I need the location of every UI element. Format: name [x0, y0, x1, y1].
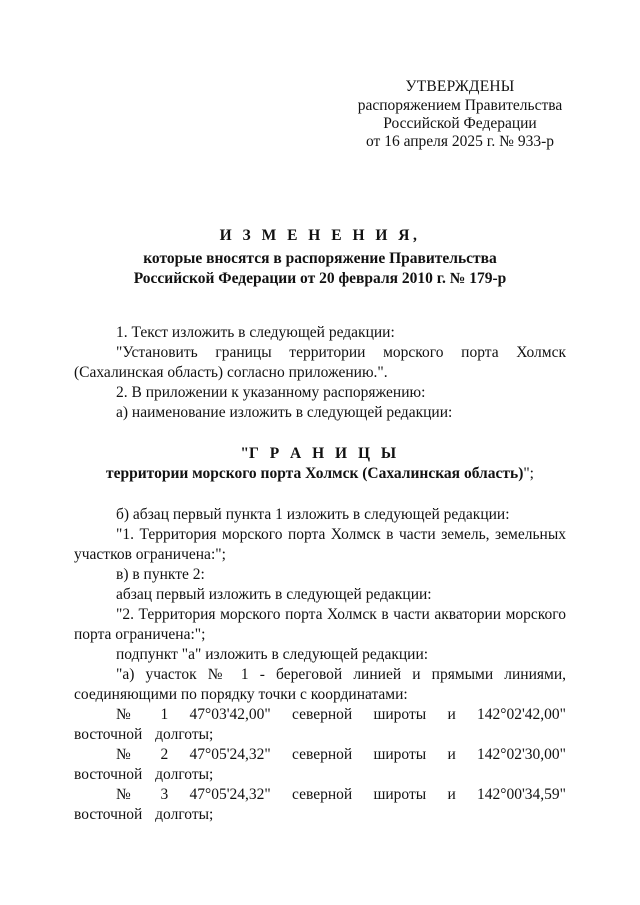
coordinate-point-3: № 3 47°05'24,32" северной широты и 142°00'34,59" восточной долготы;	[74, 786, 566, 823]
heading-title: И З М Е Н Е Н И Я,	[219, 227, 421, 244]
coordinate-point-1: № 1 47°03'42,00" северной широты и 142°02'42,00" восточной долготы;	[74, 706, 566, 743]
borders-title-tail: ";	[523, 465, 534, 482]
paragraph-4: а) наименование изложить в следующей редакции:	[116, 404, 453, 421]
paragraph-9: "2. Территория морского порта Холмск в части акватории морского порта ограничена:";	[74, 606, 566, 643]
borders-title-word: Г Р А Н И Ц Ы	[248, 445, 400, 462]
paragraph-7: в) в пункте 2:	[116, 566, 205, 583]
approval-stamp: УТВЕРЖДЕНЫ	[405, 78, 515, 95]
paragraph-10: подпункт "а" изложить в следующей редакции:	[116, 646, 429, 663]
heading-line-1: которые вносятся в распоряжение Правительства	[143, 250, 497, 267]
borders-title	[74, 444, 566, 484]
paragraph-5: б) абзац первый пункта 1 изложить в следующей редакции:	[116, 506, 510, 523]
approval-line-1: распоряжением Правительства	[357, 97, 563, 114]
paragraph-2: "Установить границы территории морского порта Холмск (Сахалинская область) согласно приложению.".	[74, 344, 566, 381]
approval-block	[300, 78, 620, 151]
paragraph-3: 2. В приложении к указанному распоряжению:	[116, 384, 426, 401]
paragraph-1: 1. Текст изложить в следующей редакции:	[116, 324, 395, 341]
coordinate-point-2: № 2 47°05'24,32" северной широты и 142°02'30,00" восточной долготы;	[74, 746, 566, 783]
paragraph-11: "а) участок № 1 - береговой линией и прямыми линиями, соединяющими по порядку точки с координатами:	[74, 666, 566, 703]
heading-line-2: Российской Федерации от 20 февраля 2010 г. № 179-р	[133, 270, 507, 287]
approval-line-3: от 16 апреля 2025 г. № 933-р	[366, 133, 554, 150]
paragraph-8: абзац первый изложить в следующей редакции:	[116, 586, 432, 603]
document-body	[74, 323, 566, 825]
approval-line-2: Российской Федерации	[383, 115, 537, 132]
borders-title-subtitle: территории морского порта Холмск (Сахалинская область)	[106, 465, 524, 482]
paragraph-6: "1. Территория морского порта Холмск в части земель, земельных участков ограничена:";	[74, 526, 566, 563]
document-heading	[74, 226, 566, 289]
borders-title-quote: "	[240, 445, 249, 462]
